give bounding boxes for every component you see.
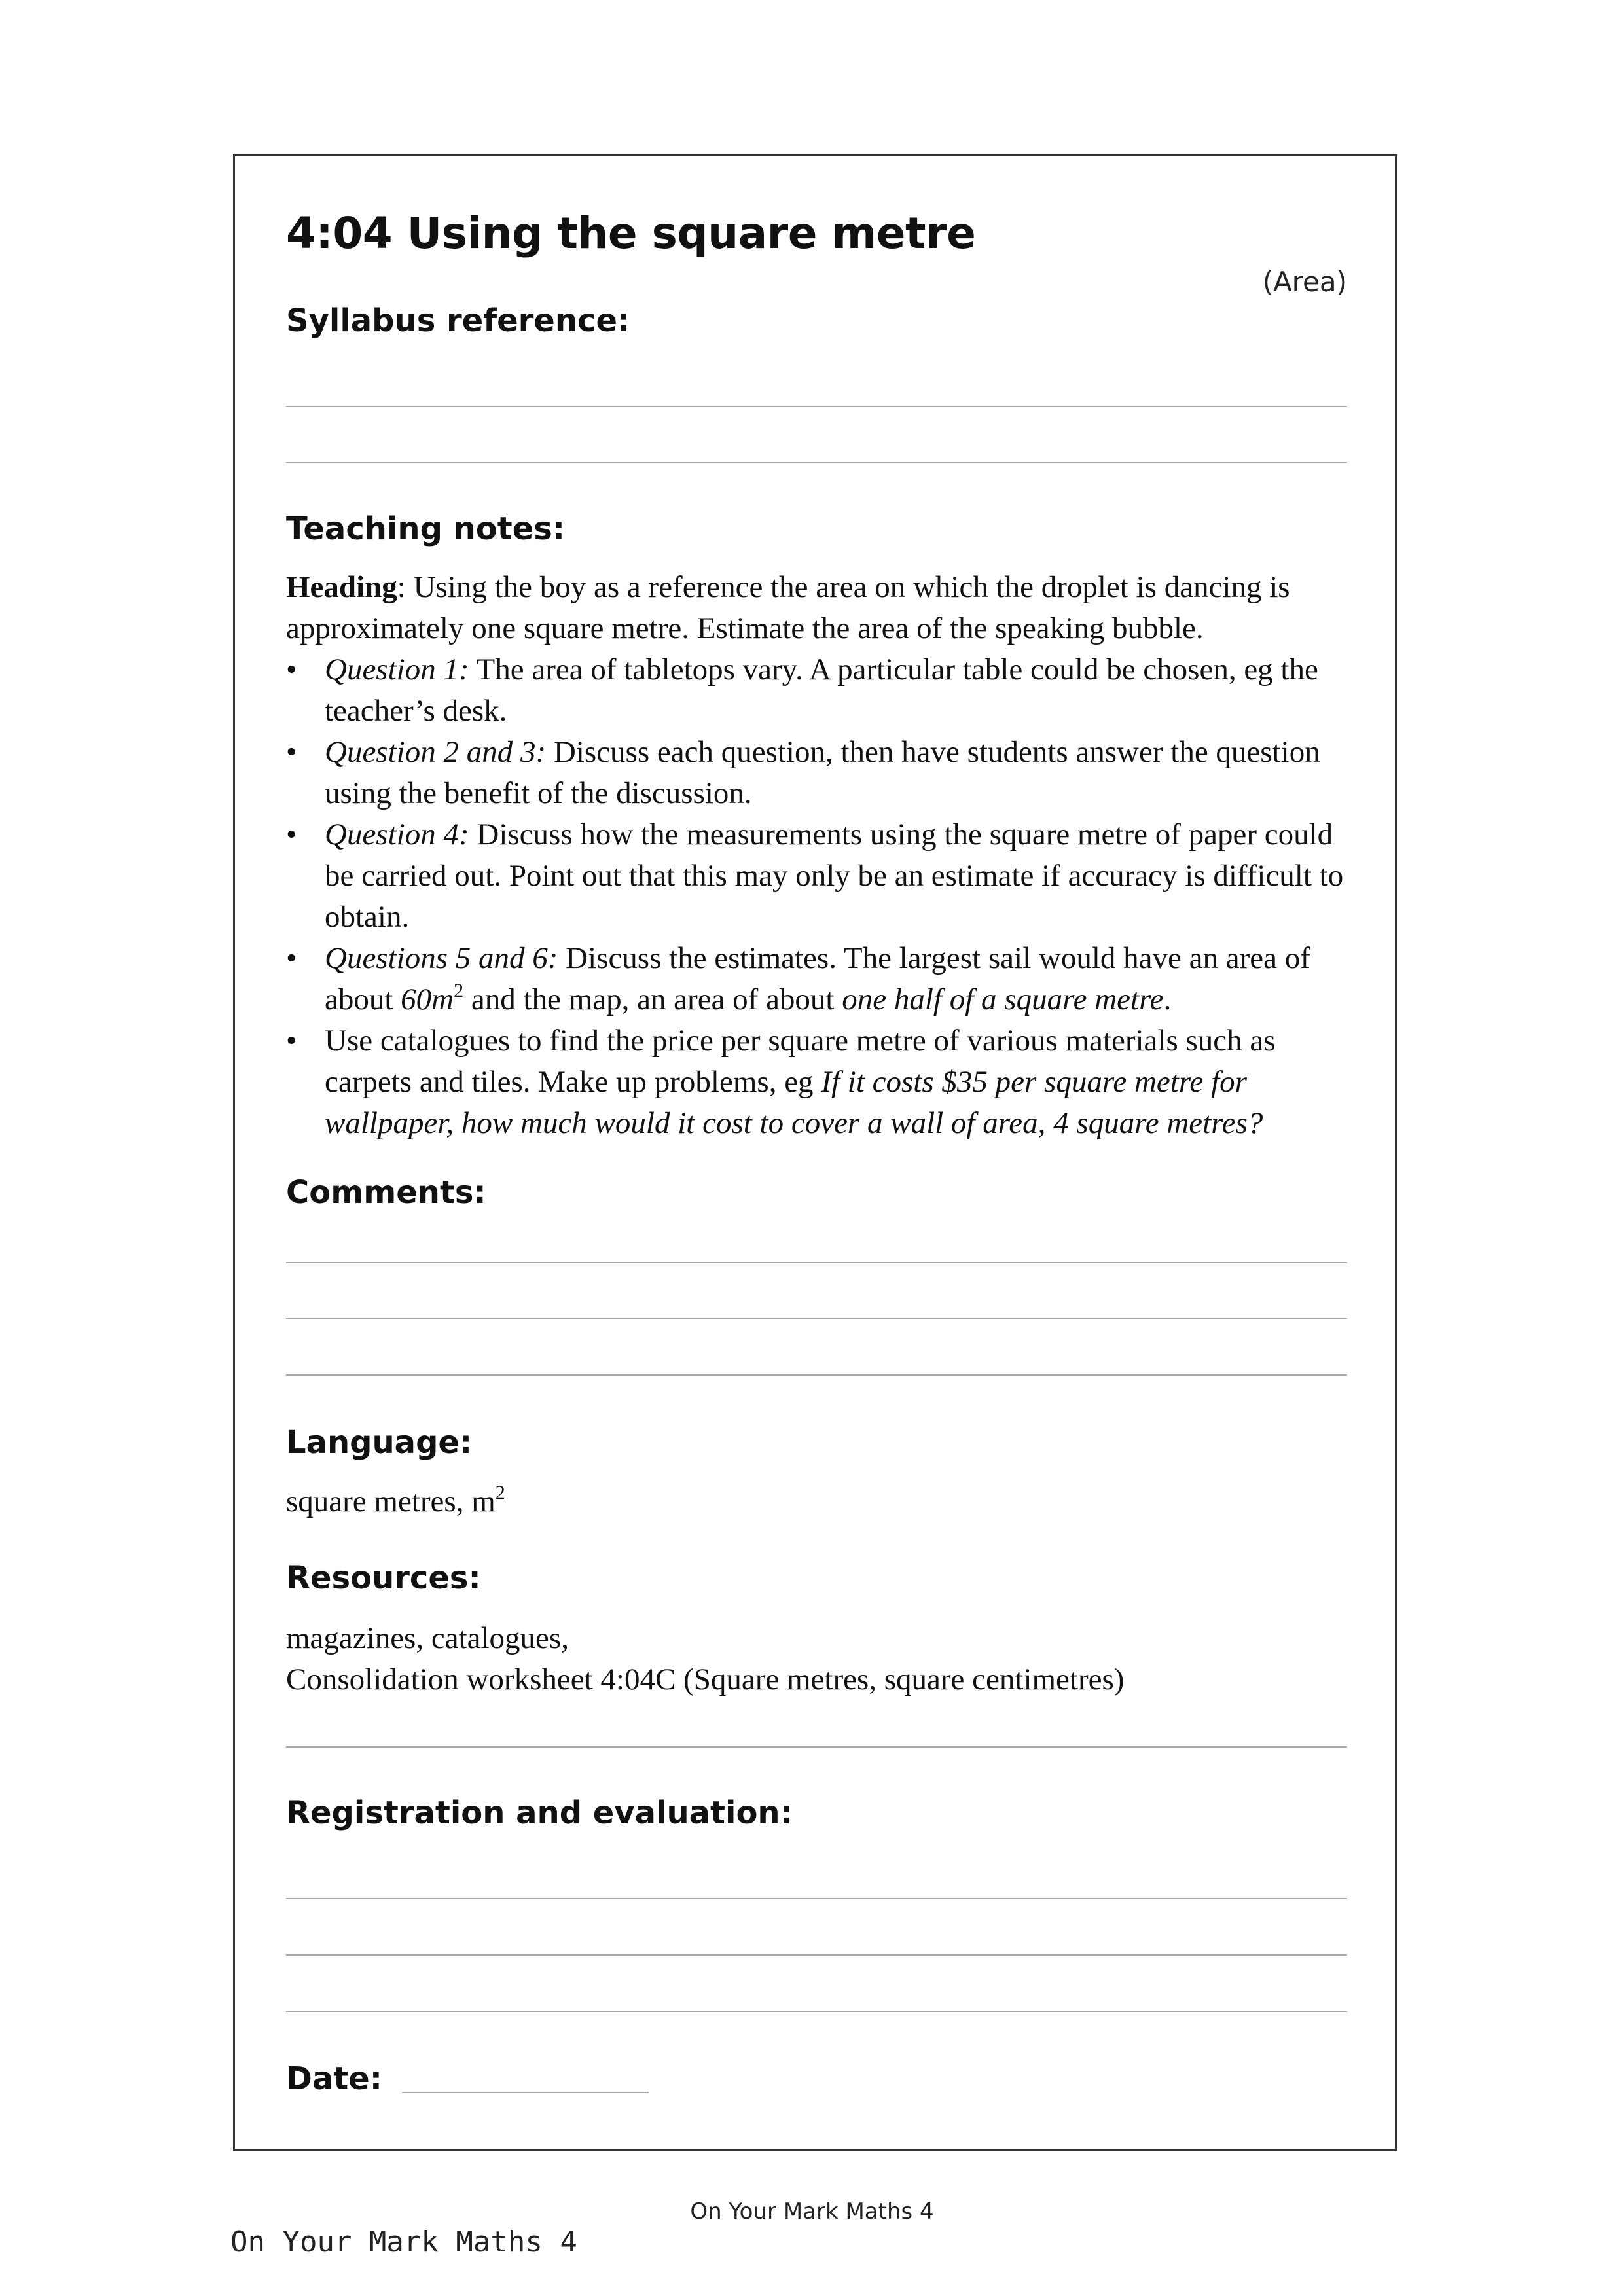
q1-label: Question 1: [325,653,469,687]
date-label: Date: [286,2060,382,2097]
topic-tag: (Area) [1262,266,1347,298]
syllabus-rule-2 [286,462,1347,463]
q23-label: Question 2 and 3: [325,735,547,769]
page-frame [233,154,1397,2151]
q4-label: Question 4: [325,817,469,852]
list-item [286,649,1353,732]
comments-rule-1 [286,1262,1347,1263]
q1-text: The area of tabletops vary. A particular table could be chosen, eg the teacher’s desk. [325,653,1318,728]
page-title: 4:04 Using the square metre [286,208,976,259]
intro-text: : Using the boy as a reference the area on which the droplet is dancing is approximately one square metre. Estimate the area of the speaking bubble. [286,570,1290,645]
teaching-intro [286,567,1353,649]
list-item [286,814,1353,938]
q4-text: Discuss how the measurements using the square metre of paper could be carried out. Point out that this may only be an estimate if accuracy is difficult to obtain. [325,817,1344,934]
resources-rule [286,1746,1347,1748]
resources-body [286,1618,1353,1700]
catalogue-text: Use catalogues to find the price per square metre of various materials such as carpets and tiles. Make up problems, eg [325,1024,1276,1099]
q56-label: Questions 5 and 6: [325,941,558,975]
footer-center: On Your Mark Maths 4 [690,2198,934,2225]
teaching-notes-heading: Teaching notes: [286,511,566,547]
registration-rule-3 [286,2011,1347,2012]
language-text: square metres, m [286,1484,496,1518]
language-exponent: 2 [495,1482,505,1504]
resources-heading: Resources: [286,1560,481,1596]
q56-value: 60 [401,982,432,1016]
language-body [286,1481,1353,1522]
date-line [402,2092,649,2093]
syllabus-rule-1 [286,406,1347,407]
q56-text-b: and the map, an area of about [463,982,842,1016]
comments-rule-2 [286,1318,1347,1319]
catalogue-italic: If it costs $35 per square metre for wallpaper, how much would it cost to cover a wall of area, 4 square metres? [325,1065,1263,1140]
resources-line-1: magazines, catalogues, [286,1621,569,1655]
footer-left: On Your Mark Maths 4 [230,2225,577,2259]
teaching-notes-body [286,567,1353,1144]
q56-exponent: 2 [454,980,464,1002]
language-heading: Language: [286,1424,473,1461]
syllabus-heading: Syllabus reference: [286,302,630,339]
registration-rule-1 [286,1898,1347,1899]
list-item [286,938,1353,1020]
teaching-notes-list [286,649,1353,1144]
q56-end: . [1163,982,1172,1016]
q56-italic: one half of a square metre [842,982,1164,1016]
q56-unit: m [431,982,454,1016]
registration-rule-2 [286,1954,1347,1956]
registration-heading: Registration and evaluation: [286,1795,793,1831]
intro-bold: Heading [286,570,397,604]
list-item [286,732,1353,814]
comments-rule-3 [286,1374,1347,1376]
comments-heading: Comments: [286,1174,486,1211]
q56-text-a: Discuss the estimates. The largest sail would have an area of about [325,941,1310,1016]
list-item [286,1020,1353,1144]
resources-line-2: Consolidation worksheet 4:04C (Square metres, square centimetres) [286,1662,1125,1696]
q23-text: Discuss each question, then have students answer the question using the benefit of the discussion. [325,735,1320,810]
